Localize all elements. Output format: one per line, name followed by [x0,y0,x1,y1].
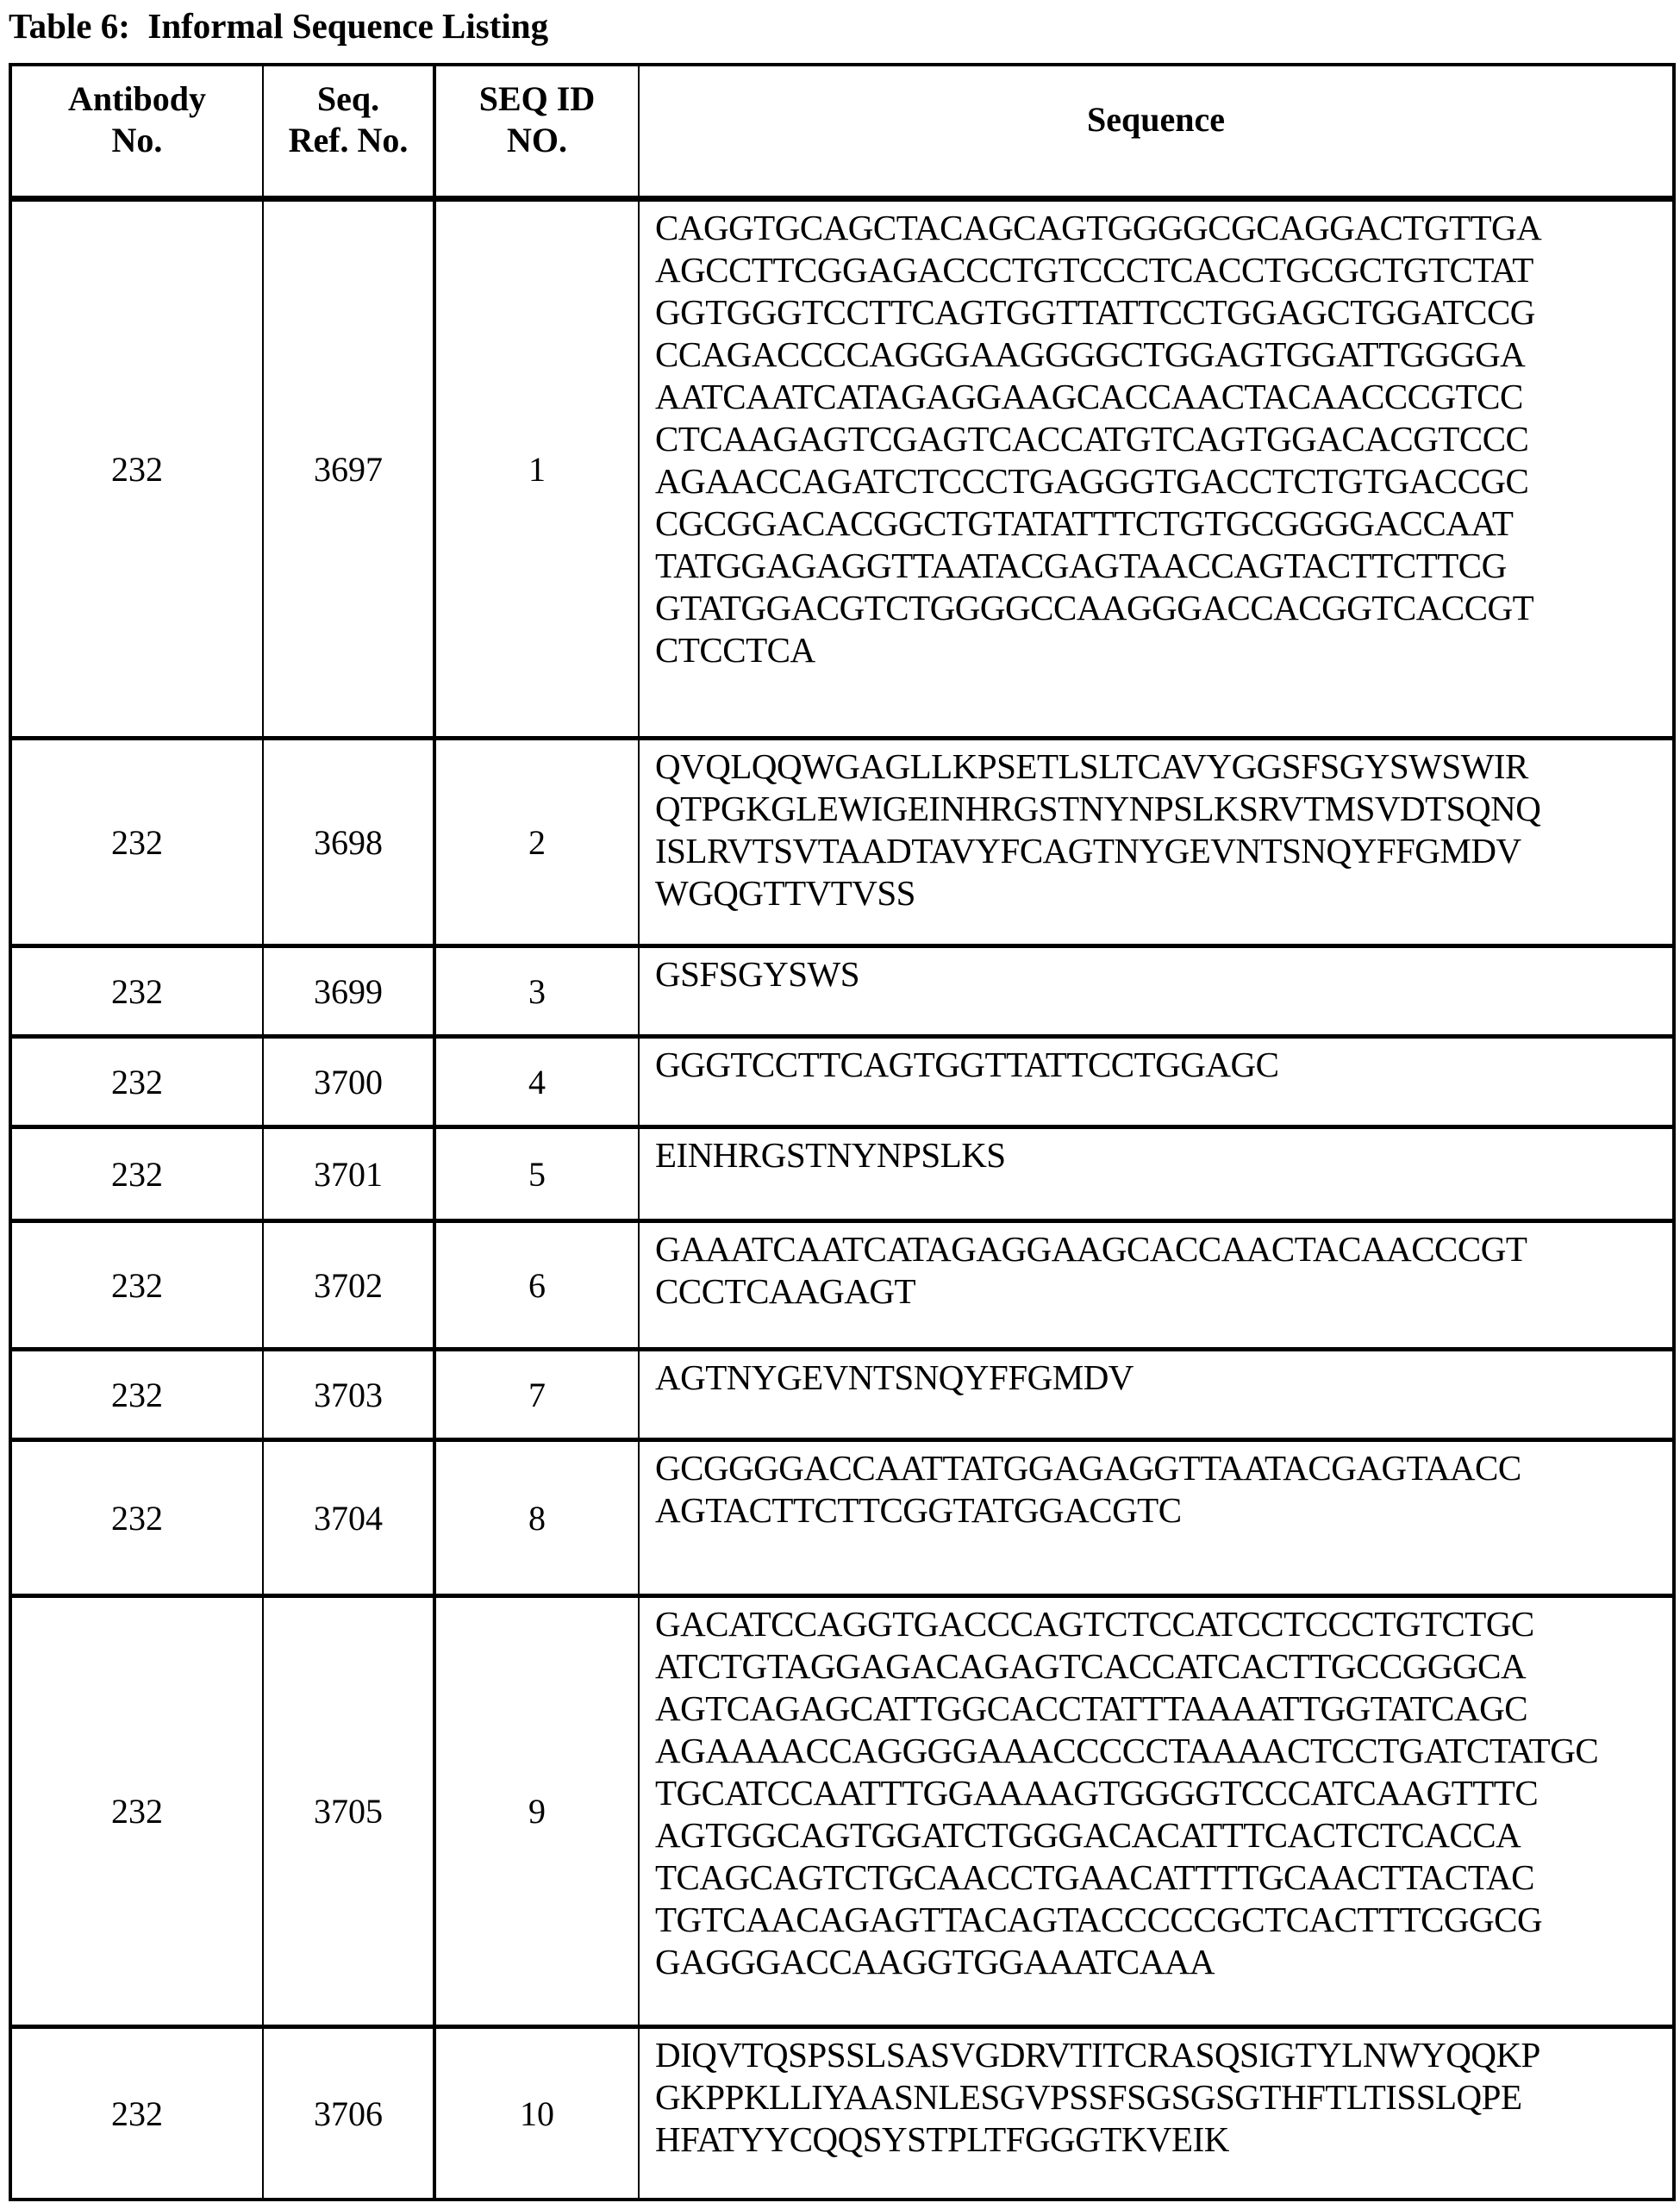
sequence-line: AATCAATCATAGAGGAAGCACCAACTACAACCCGTCC [655,377,1523,416]
sequence-line: CAGGTGCAGCTACAGCAGTGGGGCGCAGGACTGTTGA [655,208,1542,247]
seq-id-no-cell: 2 [436,740,640,944]
sequence-line: GKPPKLLIYAASNLESGVPSSFSGSGSGTHFTLTISSLQPE [655,2077,1522,2117]
seq-ref-no-cell: 3700 [264,1039,436,1125]
seq-ref-no-cell: 3706 [264,2029,436,2198]
header-line: Ref. No. [288,121,409,159]
table-row [12,2029,1672,2198]
sequence-cell [640,1598,1672,2025]
table-row [12,1039,1672,1129]
antibody-no-cell: 232 [12,1351,264,1438]
seq-id-no-cell: 5 [436,1129,640,1219]
sequence-cell [640,202,1672,736]
sequence-line: GAAATCAATCATAGAGGAAGCACCAACTACAACCCGT [655,1229,1527,1269]
antibody-no-cell: 232 [12,1442,264,1594]
sequence-cell [640,1223,1672,1347]
sequence-cell [640,2029,1672,2198]
sequence-line: TGCATCCAATTTGGAAAAGTGGGGTCCCATCAAGTTTC [655,1773,1539,1813]
sequence-line: AGAACCAGATCTCCCTGAGGGTGACCTCTGTGACCGC [655,461,1529,501]
antibody-no-cell: 232 [12,2029,264,2198]
sequence-line: CCCTCAAGAGT [655,1271,916,1311]
header-sequence [640,66,1672,196]
seq-ref-no-cell: 3697 [264,202,436,736]
sequence-cell [640,1129,1672,1219]
antibody-no-cell: 232 [12,202,264,736]
seq-ref-no-cell: 3703 [264,1351,436,1438]
seq-ref-no-cell: 3705 [264,1598,436,2025]
sequence-table [9,63,1676,2201]
sequence-line: GGTGGGTCCTTCAGTGGTTATTCCTGGAGCTGGATCCG [655,292,1535,332]
table-row [12,740,1672,948]
table-row [12,1223,1672,1351]
sequence-cell [640,1442,1672,1594]
header-line: Sequence [1087,100,1225,139]
sequence-line: QVQLQQWGAGLLKPSETLSLTCAVYGGSFSGYSWSWIR [655,746,1528,786]
sequence-cell [640,1039,1672,1125]
sequence-cell [640,1351,1672,1438]
sequence-line: AGCCTTCGGAGACCCTGTCCCTCACCTGCGCTGTCTAT [655,250,1533,290]
sequence-line: TGTCAACAGAGTTACAGTACCCCCGCTCACTTTCGGCG [655,1900,1543,1939]
header-row [12,66,1672,202]
seq-id-no-cell: 8 [436,1442,640,1594]
sequence-line: TATGGAGAGGTTAATACGAGTAACCAGTACTTCTTCG [655,546,1507,585]
sequence-line: ATCTGTAGGAGACAGAGTCACCATCACTTGCCGGGCA [655,1646,1527,1686]
sequence-line: HFATYYCQQSYSTPLTFGGGTKVEIK [655,2119,1229,2159]
header-line: NO. [507,121,567,159]
sequence-line: AGAAAACCAGGGGAAACCCCCTAAAACTCCTGATCTATGC [655,1731,1599,1770]
sequence-line: AGTACTTCTTCGGTATGGACGTC [655,1490,1182,1530]
seq-id-no-cell: 9 [436,1598,640,2025]
header-seq-id-no [436,66,640,196]
seq-id-no-cell: 4 [436,1039,640,1125]
sequence-line: QTPGKGLEWIGEINHRGSTNYNPSLKSRVTMSVDTSQNQ [655,789,1541,828]
header-line: Seq. [316,79,380,118]
sequence-line: GTATGGACGTCTGGGGCCAAGGGACCACGGTCACCGT [655,588,1534,627]
table-row [12,948,1672,1039]
seq-id-no-cell: 1 [436,202,640,736]
seq-ref-no-cell: 3704 [264,1442,436,1594]
header-line: SEQ ID [478,79,596,118]
seq-ref-no-cell: 3702 [264,1223,436,1347]
sequence-line: GGGTCCTTCAGTGGTTATTCCTGGAGC [655,1045,1279,1084]
table-row [12,1129,1672,1223]
table-row [12,1351,1672,1442]
sequence-line: AGTGGCAGTGGATCTGGGACACATTTCACTCTCACCA [655,1815,1521,1855]
sequence-line: AGTNYGEVNTSNQYFFGMDV [655,1357,1134,1397]
sequence-line: TCAGCAGTCTGCAACCTGAACATTTTGCAACTTACTAC [655,1857,1534,1897]
sequence-line: CTCAAGAGTCGAGTCACCATGTCAGTGGACACGTCCC [655,419,1529,459]
seq-id-no-cell: 10 [436,2029,640,2198]
sequence-line: GCGGGGACCAATTATGGAGAGGTTAATACGAGTAACC [655,1448,1521,1488]
header-antibody-no [12,66,264,196]
header-seq-ref-no [264,66,436,196]
page-title: Table 6: Informal Sequence Listing [9,6,549,46]
table-row [12,202,1672,740]
sequence-line: WGQGTTVTVSS [655,873,915,913]
seq-id-no-cell: 7 [436,1351,640,1438]
antibody-no-cell: 232 [12,1598,264,2025]
seq-id-no-cell: 3 [436,948,640,1034]
antibody-no-cell: 232 [12,1039,264,1125]
sequence-line: EINHRGSTNYNPSLKS [655,1135,1006,1175]
sequence-line: GSFSGYSWS [655,954,860,994]
sequence-cell [640,740,1672,944]
table-row [12,1442,1672,1598]
antibody-no-cell: 232 [12,948,264,1034]
sequence-cell [640,948,1672,1034]
antibody-no-cell: 232 [12,740,264,944]
sequence-line: CCAGACCCCAGGGAAGGGGCTGGAGTGGATTGGGGA [655,334,1526,374]
header-line: Antibody [67,79,207,118]
sequence-line: DIQVTQSPSSLSASVGDRVTITCRASQSIGTYLNWYQQKP [655,2035,1540,2075]
sequence-line: CGCGGACACGGCTGTATATTTCTGTGCGGGGACCAAT [655,503,1514,543]
header-line: No. [111,121,163,159]
seq-id-no-cell: 6 [436,1223,640,1347]
seq-ref-no-cell: 3699 [264,948,436,1034]
antibody-no-cell: 232 [12,1129,264,1219]
table-row [12,1598,1672,2029]
sequence-line: ISLRVTSVTAADTAVYFCAGTNYGEVNTSNQYFFGMDV [655,831,1521,870]
sequence-line: AGTCAGAGCATTGGCACCTATTTAAAATTGGTATCAGC [655,1688,1528,1728]
seq-ref-no-cell: 3701 [264,1129,436,1219]
antibody-no-cell: 232 [12,1223,264,1347]
sequence-line: GAGGGACCAAGGTGGAAATCAAA [655,1942,1215,1981]
sequence-line: CTCCTCA [655,630,815,670]
sequence-line: GACATCCAGGTGACCCAGTCTCCATCCTCCCTGTCTGC [655,1604,1534,1644]
seq-ref-no-cell: 3698 [264,740,436,944]
